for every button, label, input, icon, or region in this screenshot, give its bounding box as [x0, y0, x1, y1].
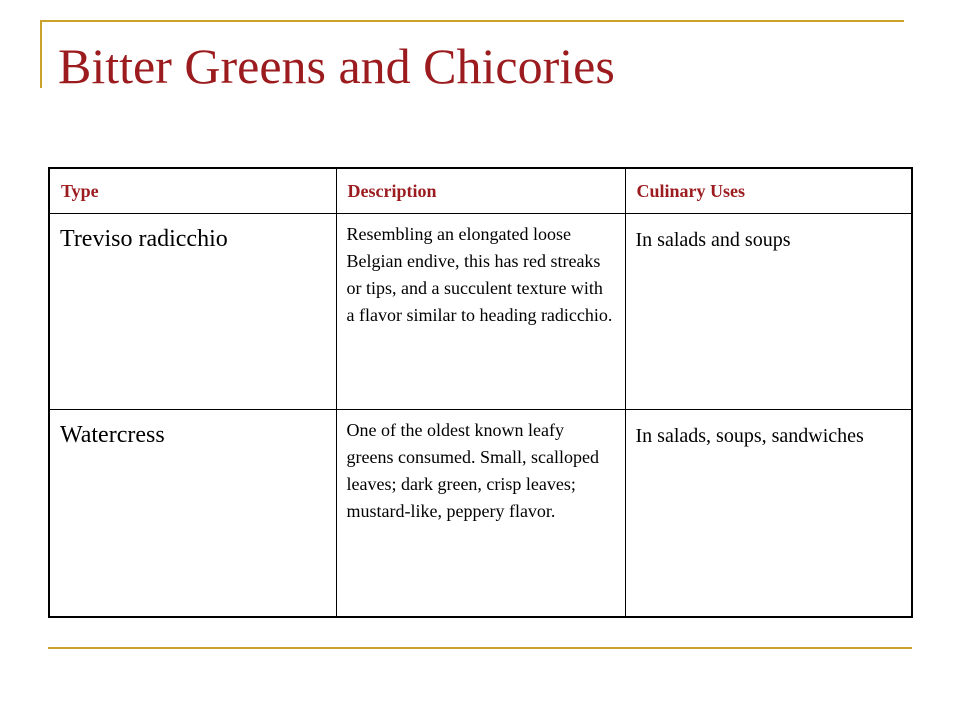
description-cell: Resembling an elongated loose Belgian endive, this has red streaks or tips, and a succulent texture with a flavor similar to heading radicchio.	[336, 214, 625, 410]
header-type: Type	[49, 168, 336, 214]
description-cell: One of the oldest known leafy greens consumed. Small, scalloped leaves; dark green, crisp leaves; mustard-like, peppery flavor.	[336, 410, 625, 617]
top-decorative-line	[40, 20, 904, 22]
header-culinary-uses: Culinary Uses	[625, 168, 912, 214]
header-description: Description	[336, 168, 625, 214]
table-header-row	[49, 168, 912, 214]
bottom-decorative-line	[48, 647, 912, 649]
type-cell: Treviso radicchio	[49, 214, 336, 410]
culinary-uses-cell: In salads, soups, sandwiches	[625, 410, 912, 617]
left-decorative-line	[40, 20, 42, 88]
type-cell: Watercress	[49, 410, 336, 617]
culinary-uses-cell: In salads and soups	[625, 214, 912, 410]
table-row	[49, 410, 912, 617]
greens-table	[48, 167, 913, 618]
table-row	[49, 214, 912, 410]
slide-title: Bitter Greens and Chicories	[58, 38, 615, 94]
